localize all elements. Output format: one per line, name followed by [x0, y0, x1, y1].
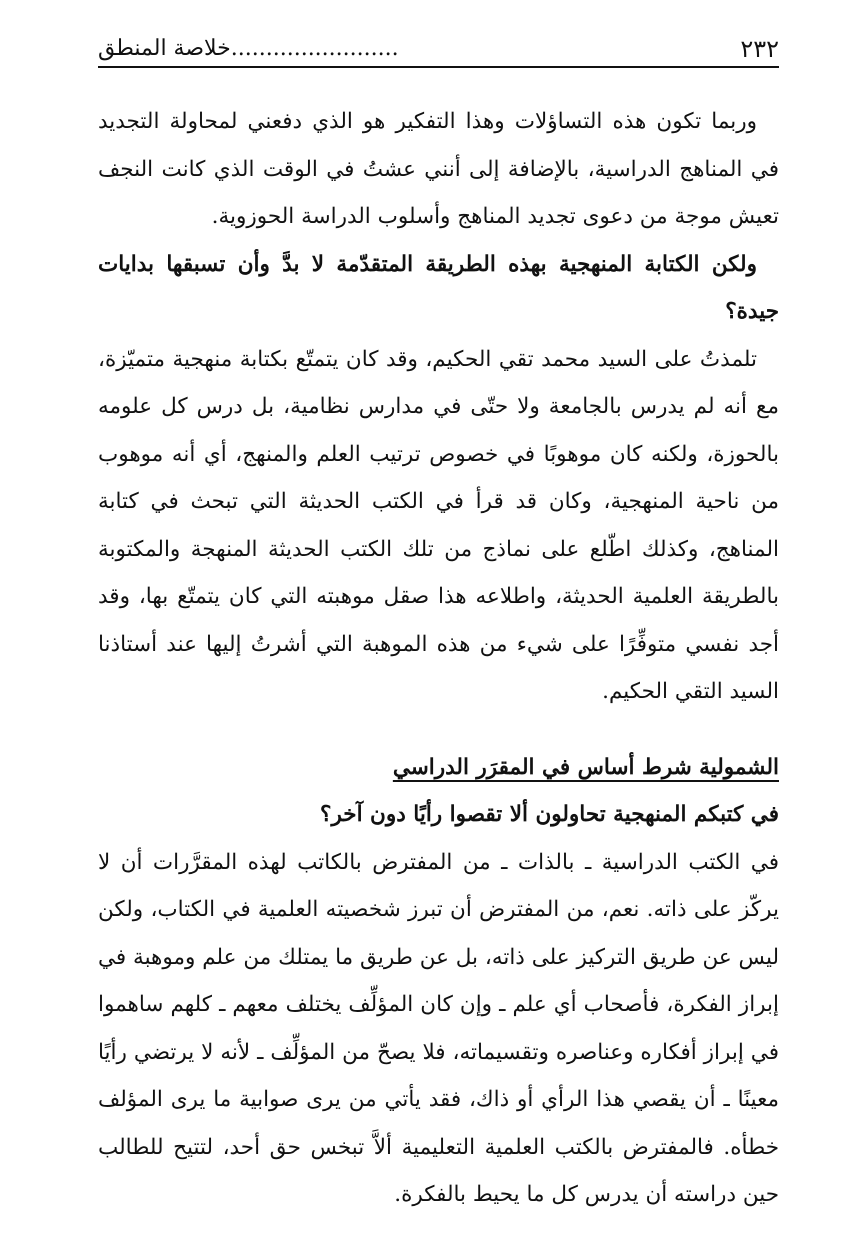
paragraph-1: وربما تكون هذه التساؤلات وهذا التفكير هو الذي دفعني لمحاولة التجديد في المناهج الدراسية، بالإضافة إلى أنني عشتُ في الوقت الذي كانت النجف تعيش موجة من دعوى تجديد المناهج وأسلوب الدراسة الحوزوية. — [98, 109, 779, 229]
page-number: ٢٣٢ — [740, 35, 779, 63]
section-heading: الشمولية شرط أساس في المقرَر الدراسي — [392, 754, 779, 780]
page-header — [98, 34, 779, 68]
running-title: ........................خلاصة المنطق — [98, 36, 399, 61]
paragraph-2: تلمذتُ على السيد محمد تقي الحكيم، وقد كان يتمتّع بكتابة منهجية متميّزة، مع أنه لم يدرس بالجامعة ولا حتّى في مدارس نظامية، بل درس كل علومه بالحوزة، ولكنه كان موهوبًا في خصوص ترتيب العلم والمنهج، أي أنه موهوب من ناحية المنهجية، وكان قد قرأ في الكتب الحديثة التي تبحث في كتابة المناهج، وكذلك اطّلع على نماذج من تلك الكتب الحديثة المنهجة والمكتوبة بالطريقة العلمية الحديثة، واطلاعه هذا صقل موهبته التي كان يتمتّع بها، وقد أجد نفسي متوفِّرًا على شيء من هذه الموهبة التي أشرتُ إليها عند أستاذنا السيد التقي الحكيم. — [98, 346, 779, 704]
interview-question-2: في كتبكم المنهجية تحاولون ألا تقصوا رأيًا دون آخر؟ — [320, 802, 779, 827]
paragraph-3: في الكتب الدراسية ـ بالذات ـ من المفترض بالكاتب لهذه المقرَّرات أن لا يركّز على ذاته. نعم، من المفترض أن تبرز شخصيته العلمية في الكتاب، ولكن ليس عن طريق التركيز على ذاته، بل عن طريق ما يمتلك من علم وموهبة في إبراز الفكرة، فأصحاب أي علم ـ وإن كان المؤلِّف يختلف معهم ـ كلهم ساهموا في إبراز أفكاره وعناصره وتقسيماته، فلا يصحّ من المؤلِّف ـ لأنه لا يرتضي رأيًا معينًا ـ أن يقصي هذا الرأي أو ذاك، فقد يأتي من يرى صوابية ما يرى المؤلف خطأه. فالمفترض بالكتب العلمية التعليمية ألاَّ تبخس حق أحد، لتتيح للطالب حين دراسته أن يدرس كل ما يحيط بالفكرة. — [98, 849, 779, 1207]
page-body — [98, 98, 779, 1219]
interview-question-1: ولكن الكتابة المنهجية بهذه الطريقة المتقدّمة لا بدَّ وأن تسبقها بدايات جيدة؟ — [98, 251, 779, 324]
